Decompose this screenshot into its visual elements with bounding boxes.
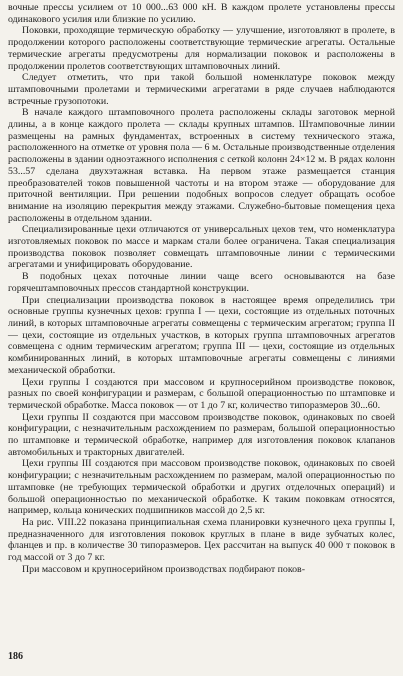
paragraph: При массовом и крупносерийном производствах подбирают поков- <box>22 563 306 575</box>
page-number: 186 <box>8 651 23 662</box>
paragraph: Следует отметить, что при такой большой номенклатуре поковок между штамповочными пролетами и термическими агрегатами в ряде случаев наблюдаются встречные грузопотоки. <box>8 72 395 107</box>
paragraph: В подобных цехах поточные линии чаще всего основываются на базе горячештамповочных прессов стандартной конструкции. <box>8 271 395 294</box>
paragraph: В начале каждого штамповочного пролета расположены склады заготовок мерной длины, а в конце каждого пролета — склады крупных штампов. Штамповочные линии размещены на рамных фундаментах, встроенных в систему технического этажа, расположенного на отметке от уровня пола — 6 м. Остальные производственные отделения расположены в здании одноэтажного исполнения с сеткой колонн 24×12 м. В рядах колонн 53...57 сделана двухэтажная вставка. На первом этаже размещается станция преобразователей токов повышенной частоты и на втором этаже — оборудование для приточной вентиляции. При решении подобных вопросов следует обращать особое внимание на изоляцию перекрытия между этажами. Служебно-бытовые помещения цеха расположены в отдельном здании. <box>8 107 395 224</box>
paragraph: Поковки, проходящие термическую обработку — улучшение, изготовляют в пролете, в продолжении которого расположены соответствующие термические агрегаты. Остальные термические агрегаты предусмотрены для нормализации поковок и расположены в продолжении пролетов соответствующих штамповочных линий. <box>8 25 395 72</box>
paragraph: Цехи группы I создаются при массовом и крупносерийном производстве поковок, разных по своей конфигурации и размерам, с большой операционностью по штамповке и термической обработке. Масса поковок — от 1 до 7 кг, количество типоразмеров 30...60. <box>8 376 395 411</box>
paragraph: Цехи группы III создаются при массовом производстве поковок, одинаковых по своей конфигурации; с незначительным расхождением по размерам, малой операционностью по штамповке (не требующих термической обработки и других отделочных операций) и большой операционностью по механической обработке. К таким поковкам относятся, например, кольца конических подшипников массой до 2,5 кг. <box>8 458 395 517</box>
paragraph: При специализации производства поковок в настоящее время определились три основные группы кузнечных цехов: группа I — цехи, состоящие из отдельных поточных линий, в которых штамповочные агрегаты совмещены с термическим агрегатом; группа II — цехи, состоящие из отдельных участков, в которых группа штамповочных агрегатов совмещена с одним термическим агрегатом; группа III — цехи, состоящие из отдельных комбинированных линий, в которых штамповочные агрегаты совмещены с линиями механической обработки. <box>8 294 395 376</box>
paragraph: Специализированные цехи отличаются от универсальных цехов тем, что номенклатура изготовляемых поковок по массе и маркам стали более ограничена. Такая специализация производства поковок позволяет совмещать штамповочные линии с термическими агрегатами и унифицировать оборудование. <box>8 224 395 271</box>
paragraph: Цехи группы II создаются при массовом производстве поковок, одинаковых по своей конфигурации, с незначительным расхождением по размерам, большой операционностью по штамповке и термической обработке, например для изготовления поковок клапанов автомобильных и тракторных двигателей. <box>8 411 395 458</box>
paragraph: На рис. VIII.22 показана принципиальная схема планировки кузнечного цеха группы I, предназначенного для изготовления поковок круглых в плане в виде зубчатых колес, фланцев и пр. в количестве 30 типоразмеров. Цех рассчитан на выпуск 40 000 т поковок в год массой от 3 до 7 кг. <box>8 516 395 564</box>
paragraph: вочные прессы усилием от 10 000...63 000 кН. В каждом пролете установлены прессы одинакового усилия или близкие по усилию. <box>8 2 395 25</box>
